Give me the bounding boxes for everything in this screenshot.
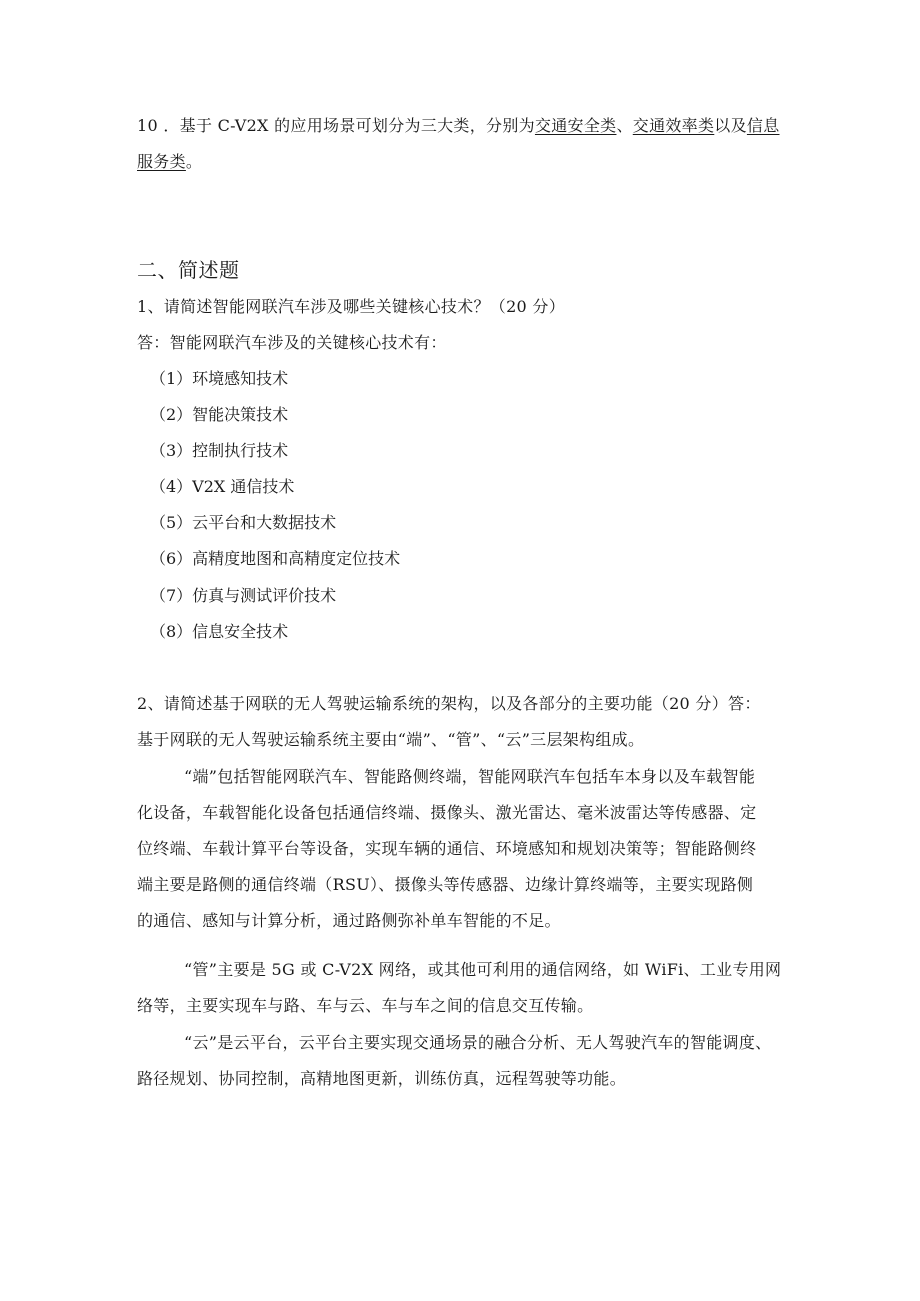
q10-separator-2: 以及 [714, 116, 747, 135]
answer-item: （6）高精度地图和高精度定位技术 [150, 549, 401, 568]
paragraph-duan-line: “端”包括智能网联汽车、智能路侧终端，智能网联汽车包括车本身以及车载智能 [184, 767, 756, 786]
answer-item: （8）信息安全技术 [150, 622, 289, 641]
q10-line-2 [137, 152, 202, 172]
question-2-answer-intro: 基于网联的无人驾驶运输系统主要由“端”、“管”、“云”三层架构组成。 [137, 730, 645, 749]
q10-line-1 [137, 116, 780, 136]
question-2-text: 2、请简述基于网联的无人驾驶运输系统的架构，以及各部分的主要功能（20 分）答： [137, 694, 761, 713]
q10-separator-1: 、 [616, 116, 633, 135]
question-1-answer-intro: 答：智能网联汽车涉及的关键核心技术有： [137, 333, 447, 352]
q10-answer-3-part-2: 服务类 [137, 152, 186, 171]
paragraph-duan-line: 的通信、感知与计算分析，通过路侧弥补单车智能的不足。 [137, 911, 561, 930]
paragraph-yun-line: 路径规划、协同控制，高精地图更新，训练仿真，远程驾驶等功能。 [137, 1069, 627, 1088]
paragraph-yun-line: “云”是云平台，云平台主要实现交通场景的融合分析、无人驾驶汽车的智能调度、 [184, 1033, 772, 1052]
answer-item: （4）V2X 通信技术 [150, 477, 295, 496]
paragraph-duan-line: 化设备，车载智能化设备包括通信终端、摄像头、激光雷达、毫米波雷达等传感器、定 [137, 803, 757, 822]
answer-item: （3）控制执行技术 [150, 441, 289, 460]
q10-end: 。 [185, 152, 203, 171]
question-1-text: 1、请简述智能网联汽车涉及哪些关键核心技术？（20 分） [137, 297, 566, 316]
answer-item: （2）智能决策技术 [150, 405, 289, 424]
q10-answer-3-part-1: 信息 [746, 116, 780, 135]
paragraph-guan-line: 络等，主要实现车与路、车与云、车与车之间的信息交互传输。 [137, 996, 594, 1015]
paragraph-duan-line: 端主要是路侧的通信终端（RSU）、摄像头等传感器、边缘计算终端等，主要实现路侧 [137, 875, 754, 894]
q10-prefix: 10 ．基于 C-V2X 的应用场景可划分为三大类，分别为 [137, 116, 535, 135]
section-title: 二、简述题 [137, 258, 240, 282]
answer-item: （7）仿真与测试评价技术 [150, 586, 337, 605]
q10-answer-1: 交通安全类 [534, 116, 617, 135]
q10-answer-2: 交通效率类 [632, 116, 715, 135]
paragraph-guan-line: “管”主要是 5G 或 C-V2X 网络，或其他可利用的通信网络，如 WiFi、工业专用网 [184, 960, 782, 979]
answer-item: （5）云平台和大数据技术 [150, 513, 337, 532]
answer-item: （1）环境感知技术 [150, 369, 289, 388]
paragraph-duan-line: 位终端、车载计算平台等设备，实现车辆的通信、环境感知和规划决策等；智能路侧终 [137, 839, 757, 858]
